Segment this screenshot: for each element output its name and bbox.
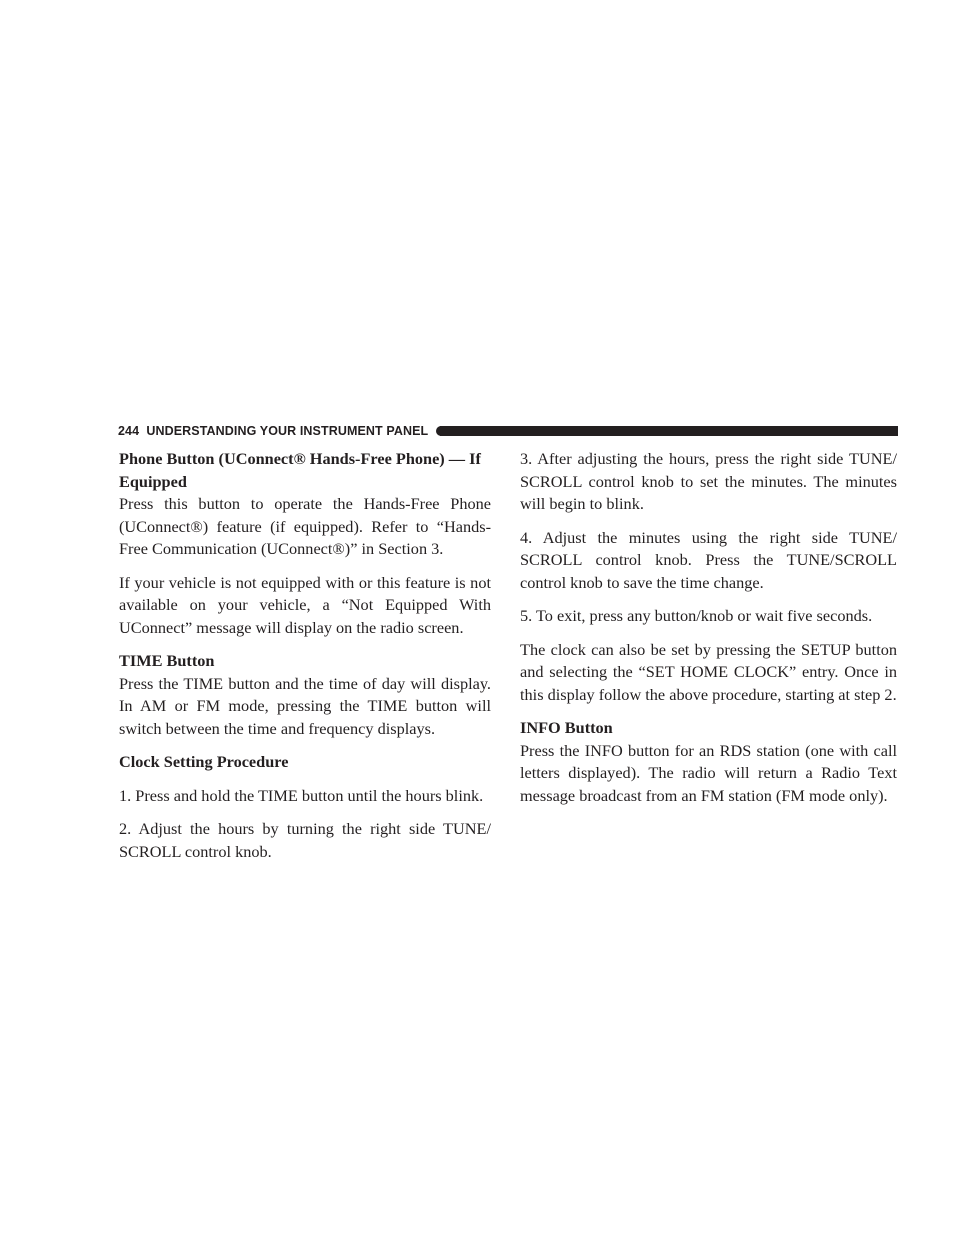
left-column [119, 448, 491, 874]
header-rule [440, 426, 898, 436]
section-title: UNDERSTANDING YOUR INSTRUMENT PANEL [146, 424, 429, 438]
time-heading: TIME Button [119, 651, 215, 670]
step-2: 2. Adjust the hours by turning the right side TUNE/ SCROLL control knob. [119, 819, 491, 861]
step-4: 4. Adjust the minutes using the right side TUNE/ SCROLL control knob. Press the TUNE/SCROLL control knob to save the time change. [520, 527, 897, 592]
page-number: 244 [118, 424, 140, 438]
phone-paragraph-2: If your vehicle is not equipped with or this feature is not available on your vehicle, a “Not Equipped With UConnect” message will display on the radio screen. [119, 572, 491, 637]
clock-heading: Clock Setting Procedure [119, 752, 289, 771]
step-3: 3. After adjusting the hours, press the right side TUNE/ SCROLL control knob to set the minutes. The minutes will begin to blink. [520, 449, 897, 513]
setup-paragraph: The clock can also be set by pressing the SETUP button and selecting the “SET HOME CLOCK” entry. Once in this display follow the above procedure, starting at step 2. [520, 639, 897, 704]
info-heading: INFO Button [520, 718, 613, 737]
time-section [119, 650, 491, 740]
info-section [520, 717, 897, 807]
page-header [118, 422, 898, 440]
time-paragraph: Press the TIME button and the time of day will display. In AM or FM mode, pressing the TIME button will switch between the time and frequency displays. [119, 673, 491, 738]
header-text [118, 422, 428, 440]
phone-heading: Phone Button (UConnect® Hands-Free Phone) — If Equipped [119, 449, 481, 491]
phone-section [119, 448, 491, 561]
step-5: 5. To exit, press any button/knob or wait five seconds. [520, 606, 873, 625]
right-column [520, 448, 897, 818]
step-1: 1. Press and hold the TIME button until the hours blink. [119, 785, 484, 805]
phone-paragraph-1: Press this button to operate the Hands-Free Phone (UConnect®) feature (if equipped). Refer to “Hands-Free Communication (UConnect®)” in Section 3. [119, 494, 491, 558]
info-paragraph: Press the INFO button for an RDS station (one with call letters displayed). The radio will return a Radio Text message broadcast from an FM station (FM mode only). [520, 740, 897, 805]
